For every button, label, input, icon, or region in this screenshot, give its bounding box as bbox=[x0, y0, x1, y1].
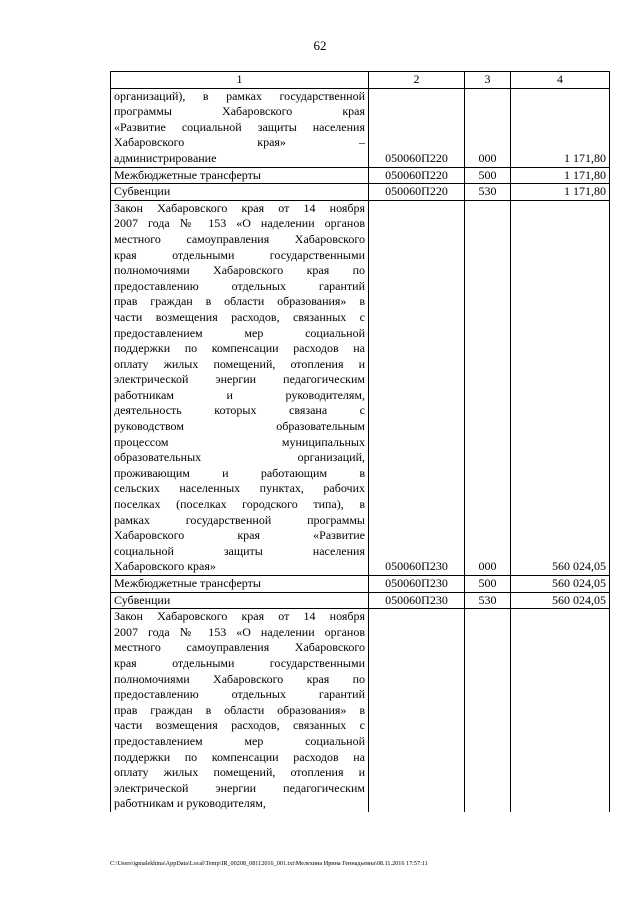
description-line: прав граждан в области образования» в bbox=[114, 294, 365, 309]
description-line: работникам и руководителям, bbox=[114, 796, 266, 811]
description-line: местного самоуправления Хабаровского bbox=[114, 231, 365, 246]
row-expense-type: 000 bbox=[465, 88, 511, 167]
row-target-code: 050060П230 bbox=[369, 592, 465, 609]
description-line: полномочиями Хабаровского края по bbox=[114, 263, 365, 278]
description-line: местного самоуправления Хабаровского bbox=[114, 640, 365, 655]
description-line: поддержки по компенсации расходов на bbox=[114, 749, 365, 764]
description-line: электрической энергии педагогическим bbox=[114, 780, 365, 795]
description-line: проживающим и работающим в bbox=[114, 465, 365, 480]
description-line: 2007 года № 153 «О наделении органов bbox=[114, 624, 365, 639]
description-line: предоставлением мер социальной bbox=[114, 325, 365, 340]
table-row bbox=[111, 576, 610, 593]
row-expense-type: 000 bbox=[465, 200, 511, 575]
row-description bbox=[111, 576, 369, 593]
description-line: процессом муниципальных bbox=[114, 434, 365, 449]
row-expense-type: 500 bbox=[465, 576, 511, 593]
table-row bbox=[111, 592, 610, 609]
row-target-code bbox=[369, 609, 465, 812]
description-line: Закон Хабаровского края от 14 ноября bbox=[114, 609, 365, 624]
description-line: Субвенции bbox=[114, 592, 171, 607]
description-line: оплату жилых помещений, отопления и bbox=[114, 765, 365, 780]
description-line: Хабаровского края» – bbox=[114, 135, 365, 150]
budget-table bbox=[110, 71, 610, 812]
description-line: поселках (поселках городского типа), в bbox=[114, 497, 365, 512]
row-amount: 1 171,80 bbox=[511, 184, 610, 201]
row-target-code: 050060П230 bbox=[369, 200, 465, 575]
row-target-code: 050060П220 bbox=[369, 184, 465, 201]
table-row bbox=[111, 184, 610, 201]
row-description bbox=[111, 184, 369, 201]
description-line: программы Хабаровского края bbox=[114, 104, 365, 119]
description-line: Межбюджетные трансферты bbox=[114, 167, 261, 182]
column-header: 2 bbox=[369, 72, 465, 89]
row-target-code: 050060П230 bbox=[369, 576, 465, 593]
description-line: организаций), в рамках государственной bbox=[114, 88, 365, 103]
description-line: Хабаровского края» bbox=[114, 559, 216, 574]
row-description bbox=[111, 200, 369, 575]
description-line: электрической энергии педагогическим bbox=[114, 372, 365, 387]
row-amount bbox=[511, 609, 610, 812]
description-line: Закон Хабаровского края от 14 ноября bbox=[114, 200, 365, 215]
description-line: предоставлению отдельных гарантий bbox=[114, 687, 365, 702]
description-line: работникам и руководителям, bbox=[114, 387, 365, 402]
description-line: предоставлением мер социальной bbox=[114, 733, 365, 748]
table-row bbox=[111, 167, 610, 184]
row-expense-type: 530 bbox=[465, 184, 511, 201]
column-header: 3 bbox=[465, 72, 511, 89]
description-line: края отдельными государственными bbox=[114, 655, 365, 670]
row-description bbox=[111, 88, 369, 167]
table-header-row bbox=[111, 72, 610, 89]
row-description bbox=[111, 592, 369, 609]
description-line: деятельность которых связана с bbox=[114, 403, 365, 418]
table-row bbox=[111, 609, 610, 812]
description-line: «Развитие социальной защиты населения bbox=[114, 119, 365, 134]
description-line: образовательных организаций, bbox=[114, 450, 365, 465]
row-amount: 1 171,80 bbox=[511, 88, 610, 167]
page-number: 62 bbox=[313, 38, 327, 53]
table-row bbox=[111, 88, 610, 167]
description-line: Хабаровского края «Развитие bbox=[114, 528, 365, 543]
description-line: администрирование bbox=[114, 150, 217, 165]
description-line: прав граждан в области образования» в bbox=[114, 702, 365, 717]
description-line: предоставлению отдельных гарантий bbox=[114, 278, 365, 293]
description-line: 2007 года № 153 «О наделении органов bbox=[114, 216, 365, 231]
description-line: социальной защиты населения bbox=[114, 543, 365, 558]
row-description bbox=[111, 609, 369, 812]
row-description bbox=[111, 167, 369, 184]
row-expense-type bbox=[465, 609, 511, 812]
row-target-code: 050060П220 bbox=[369, 88, 465, 167]
row-amount: 1 171,80 bbox=[511, 167, 610, 184]
row-target-code: 050060П220 bbox=[369, 167, 465, 184]
description-line: сельских населенных пунктах, рабочих bbox=[114, 481, 365, 496]
column-header: 1 bbox=[111, 72, 369, 89]
description-line: части возмещения расходов, связанных с bbox=[114, 309, 365, 324]
row-expense-type: 500 bbox=[465, 167, 511, 184]
description-line: Субвенции bbox=[114, 184, 171, 199]
row-amount: 560 024,05 bbox=[511, 200, 610, 575]
table-row bbox=[111, 200, 610, 575]
row-amount: 560 024,05 bbox=[511, 592, 610, 609]
description-line: края отдельными государственными bbox=[114, 247, 365, 262]
description-line: части возмещения расходов, связанных с bbox=[114, 718, 365, 733]
description-line: полномочиями Хабаровского края по bbox=[114, 671, 365, 686]
description-line: Межбюджетные трансферты bbox=[114, 576, 261, 590]
description-line: рамках государственной программы bbox=[114, 512, 365, 527]
file-path-footer: C:\Users\igmalekhina\AppData\Local\Temp\IR_00208_08112016_001.txt\Мелехина Ирина Геннадьевна\08.11.2016 17:57:11 bbox=[110, 860, 428, 867]
row-amount: 560 024,05 bbox=[511, 576, 610, 593]
description-line: оплату жилых помещений, отопления и bbox=[114, 356, 365, 371]
description-line: поддержки по компенсации расходов на bbox=[114, 341, 365, 356]
description-line: руководством образовательным bbox=[114, 419, 365, 434]
column-header: 4 bbox=[511, 72, 610, 89]
row-expense-type: 530 bbox=[465, 592, 511, 609]
